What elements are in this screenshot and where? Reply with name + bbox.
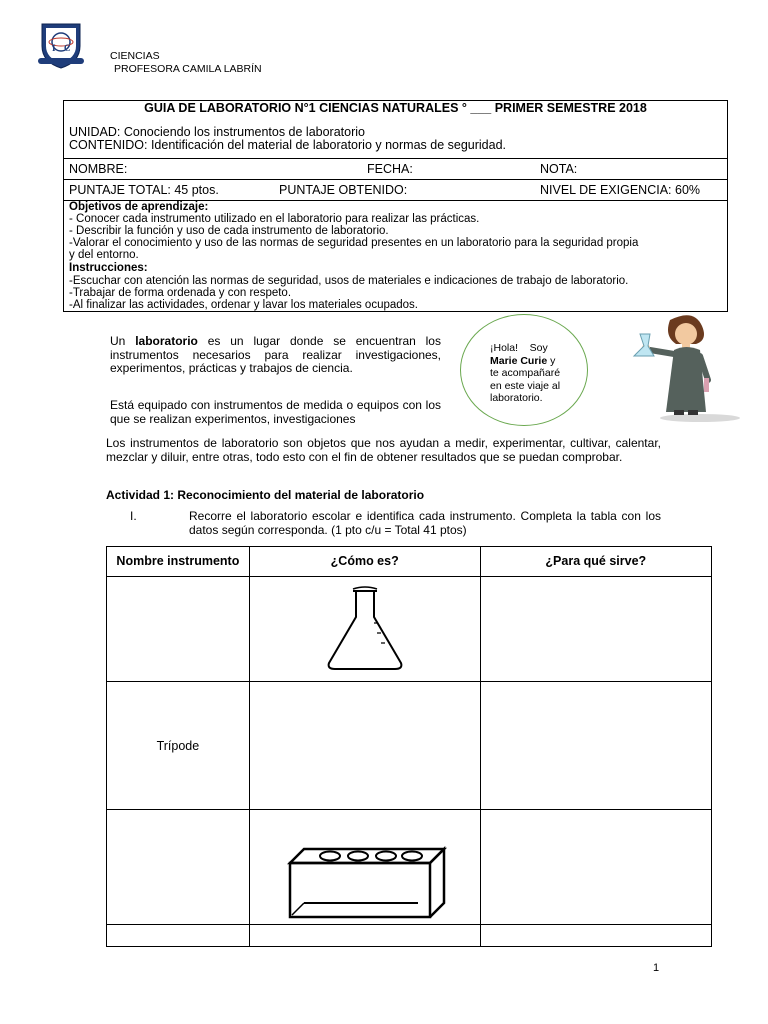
header-purpose: ¿Para qué sirve? <box>480 547 711 577</box>
table-row <box>107 810 712 925</box>
instrument-image-cell[interactable] <box>249 682 480 810</box>
total-score: PUNTAJE TOTAL: 45 ptos. <box>69 183 219 197</box>
activity-title: Actividad 1: Reconocimiento del material de laboratorio <box>106 488 425 502</box>
table-header-row <box>107 547 712 577</box>
content-text: CONTENIDO: Identificación del material de laboratorio y normas de seguridad. <box>69 138 507 152</box>
objective-item: -Valorar el conocimiento y uso de las normas de seguridad presentes en un laboratorio para la seguridad propia <box>69 237 639 249</box>
objective-item: - Conocer cada instrumento utilizado en el laboratorio para realizar las prácticas. <box>69 213 480 225</box>
requirement-level: NIVEL DE EXIGENCIA: 60% <box>540 183 701 197</box>
header-name: Nombre instrumento <box>107 547 250 577</box>
objectives-title: Objetivos de aprendizaje: <box>69 201 209 213</box>
instruction-item: -Trabajar de forma ordenada y con respeto. <box>69 287 292 299</box>
instrument-name-cell[interactable]: Trípode <box>107 682 250 810</box>
guide-title-block <box>64 101 727 159</box>
instrument-purpose-cell[interactable] <box>480 925 711 947</box>
instruction-item: -Al finalizar las actividades, ordenar y lavar los materiales ocupados. <box>69 299 418 311</box>
instrument-purpose-cell[interactable] <box>480 810 711 925</box>
table-row <box>107 577 712 682</box>
instrument-purpose-cell[interactable] <box>480 682 711 810</box>
erlenmeyer-flask-icon <box>315 583 415 673</box>
objective-item: - Describir la función y uso de cada instrumento de laboratorio. <box>69 225 389 237</box>
instrument-image-cell[interactable] <box>249 925 480 947</box>
student-info-row <box>64 159 727 180</box>
activity-instruction: Recorre el laboratorio escolar e identifica cada instrumento. Completa la tabla con los datos según corresponda. (1 pto c/u = Total 41 ptos) <box>189 509 661 537</box>
instrument-image-cell <box>249 810 480 925</box>
score-row <box>64 180 727 201</box>
unit-text: UNIDAD: Conociendo los instrumentos de laboratorio <box>69 125 365 139</box>
guide-info-box <box>63 100 728 312</box>
teacher-label: PROFESORA CAMILA LABRÍN <box>114 63 262 75</box>
svg-text:I: I <box>52 43 56 53</box>
instrument-image-cell <box>249 577 480 682</box>
item-number: I. <box>130 509 137 523</box>
marie-curie-illustration <box>630 312 740 424</box>
instruction-item: -Escuchar con atención las normas de seguridad, usos de materiales e indicaciones de trabajo de laboratorio. <box>69 275 629 287</box>
obtained-score: PUNTAJE OBTENIDO: <box>279 183 408 197</box>
grade-label: NOTA: <box>540 162 578 176</box>
header-appearance: ¿Cómo es? <box>249 547 480 577</box>
name-label: NOMBRE: <box>69 162 128 176</box>
date-label: FECHA: <box>367 162 413 176</box>
svg-text:C: C <box>64 43 71 53</box>
bubble-text: ¡Hola! Soy Marie Curie y te acompañaré en este viaje al laboratorio. <box>490 342 561 404</box>
guide-title: GUIA DE LABORATORIO N°1 CIENCIAS NATURALES ° ___ PRIMER SEMESTRE 2018 <box>144 101 647 115</box>
table-row <box>107 925 712 947</box>
instructions-title: Instrucciones: <box>69 262 148 274</box>
page-number: 1 <box>653 962 660 974</box>
intro-paragraph-3: Los instrumentos de laboratorio son objetos que nos ayudan a medir, experimentar, cultivar, calentar, mezclar y diluir, entre otras, todo esto con el fin de obtener resultados que se puedan comprobar. <box>106 436 661 464</box>
subject-label: CIENCIAS <box>110 50 160 62</box>
intro-paragraph-1: Un laboratorio es un lugar donde se encuentran los instrumentos necesarios para realizar investigaciones, experimentos, prácticas y trabajos de ciencia. <box>110 334 441 375</box>
table-row <box>107 682 712 810</box>
instrument-name-cell[interactable] <box>107 925 250 947</box>
intro-paragraph-2: Está equipado con instrumentos de medida o equipos con los que se realizan experimentos, investigaciones <box>110 399 441 426</box>
instrument-purpose-cell[interactable] <box>480 577 711 682</box>
school-crest-icon <box>36 20 86 70</box>
test-tube-rack-icon <box>280 841 450 921</box>
objective-item: y del entorno. <box>69 249 139 261</box>
instrument-name-cell[interactable] <box>107 577 250 682</box>
instrument-name-cell[interactable] <box>107 810 250 925</box>
instruments-table <box>106 546 712 947</box>
